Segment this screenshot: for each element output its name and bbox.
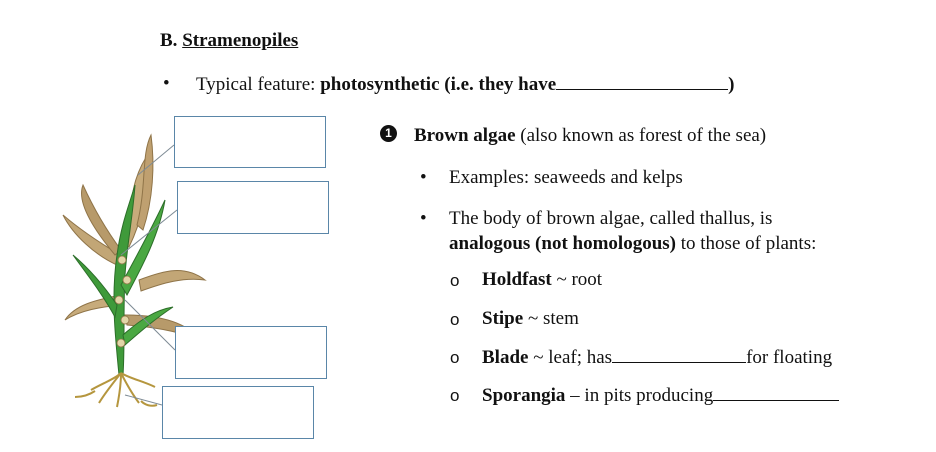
sub-bullet: o bbox=[450, 310, 460, 329]
part-term: Sporangia bbox=[482, 385, 566, 406]
body-line-2 bbox=[449, 232, 816, 256]
brown-algae-title: Brown algae bbox=[414, 125, 516, 146]
bladder-dot bbox=[115, 296, 123, 304]
holdfast-roots bbox=[75, 373, 157, 407]
label-box-holdfast[interactable] bbox=[162, 386, 314, 439]
section-letter: B. bbox=[160, 30, 183, 51]
part-desc: ~ leaf; has bbox=[528, 347, 613, 368]
body-bold: analogous (not homologous) bbox=[449, 233, 676, 254]
sub-bullet: o bbox=[450, 271, 460, 290]
part-desc: ~ root bbox=[551, 269, 603, 290]
part-term: Blade bbox=[482, 347, 529, 368]
sub-bullet: o bbox=[450, 386, 460, 405]
bullet-marker: • bbox=[420, 208, 427, 229]
part-holdfast bbox=[482, 268, 602, 292]
typical-feature-line bbox=[196, 72, 734, 97]
bullet-marker: • bbox=[163, 73, 170, 94]
label-box-stipe[interactable] bbox=[175, 326, 327, 379]
fill-blank[interactable] bbox=[556, 72, 728, 90]
part-term: Holdfast bbox=[482, 269, 552, 290]
part-after: for floating bbox=[746, 347, 833, 368]
bladder-dot bbox=[118, 256, 126, 264]
bladder-dot bbox=[117, 339, 125, 347]
part-term: Stipe bbox=[482, 308, 524, 329]
brown-algae-line bbox=[414, 124, 766, 148]
bladder-dot bbox=[123, 276, 131, 284]
bladder-dot bbox=[121, 316, 129, 324]
part-blade bbox=[482, 345, 832, 370]
typical-prefix: Typical feature: bbox=[196, 74, 321, 95]
blade-shape bbox=[139, 271, 205, 291]
part-desc: – in pits producing bbox=[565, 385, 714, 406]
fill-blank[interactable] bbox=[612, 345, 746, 363]
part-sporangia bbox=[482, 383, 839, 408]
examples-line: Examples: seaweeds and kelps bbox=[449, 167, 683, 188]
part-desc: ~ stem bbox=[523, 308, 579, 329]
fill-blank[interactable] bbox=[713, 383, 839, 401]
typical-bold: photosynthetic (i.e. they have bbox=[320, 74, 557, 95]
section-heading bbox=[160, 30, 298, 52]
section-title: Stramenopiles bbox=[182, 30, 299, 51]
sub-bullet: o bbox=[450, 348, 460, 367]
brown-algae-aside: (also known as forest of the sea) bbox=[515, 125, 767, 146]
body-rest: to those of plants: bbox=[676, 233, 817, 254]
bullet-marker: • bbox=[420, 167, 427, 188]
label-box-bladder[interactable] bbox=[177, 181, 329, 234]
number-badge: 1 bbox=[380, 125, 397, 142]
label-box-blade[interactable] bbox=[174, 116, 326, 168]
body-line-1: The body of brown algae, called thallus, is bbox=[449, 208, 773, 229]
part-stipe bbox=[482, 307, 579, 331]
typical-close: ) bbox=[728, 74, 735, 95]
